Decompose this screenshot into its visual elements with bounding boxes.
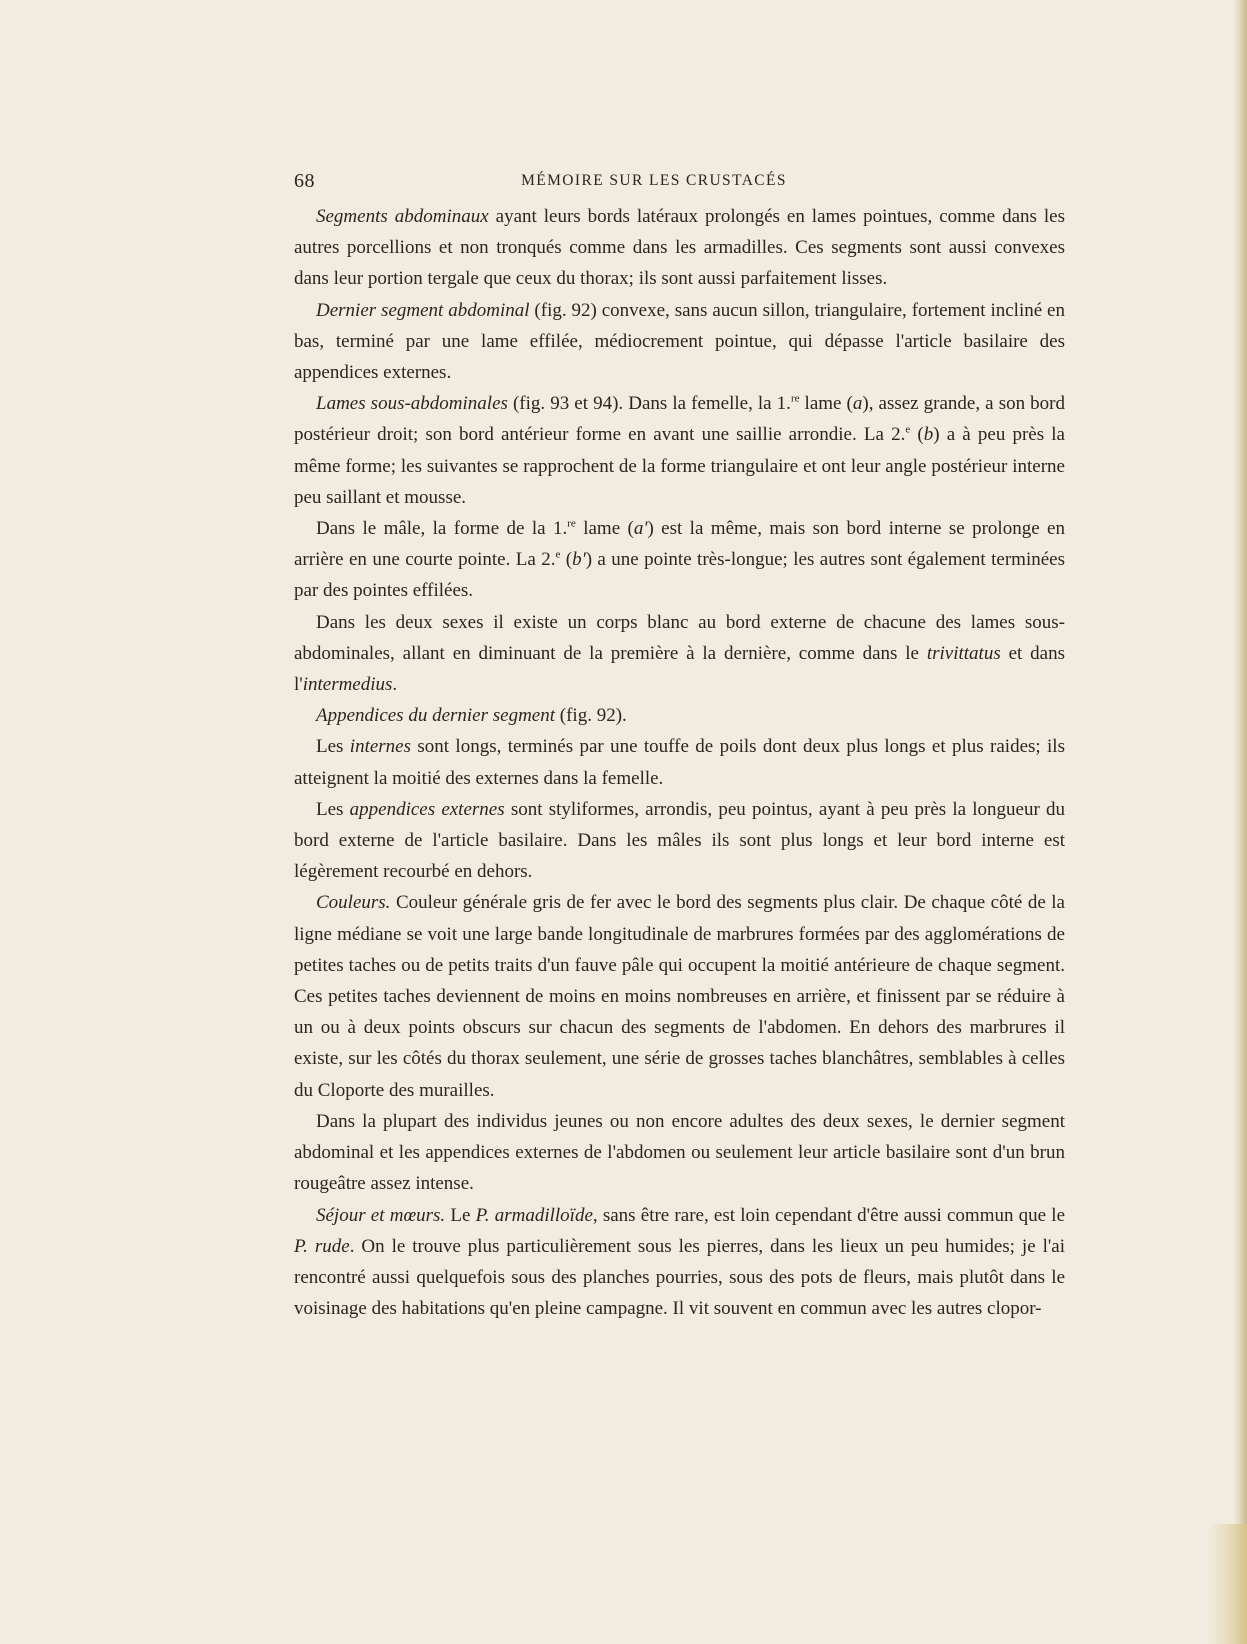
page-edge-shadow (1233, 0, 1247, 1644)
figure-letter: b (923, 424, 934, 446)
paragraph-lames-male (294, 513, 1065, 607)
text-run: lame ( (799, 393, 853, 415)
text-run: Le (445, 1204, 476, 1226)
text-run: ( (560, 549, 573, 571)
paragraph-segments-abdominaux (294, 201, 1065, 295)
text-run: ) a une pointe très-longue; les autres sont également terminées par des pointes effilées. (294, 549, 1065, 602)
text-run: . (392, 674, 398, 696)
species-name: trivittatus (926, 642, 1001, 664)
paragraph-lames-femelle (294, 388, 1065, 513)
paragraph-appendices-heading (294, 700, 1065, 731)
paragraph-corps-blanc (294, 607, 1065, 701)
text-run: ) a à peu près la même forme; les suivantes se rapprochent de la forme triangulaire et ont leur angle postérieur interne peu saillant et mousse. (294, 424, 1065, 508)
superscript: re (567, 517, 576, 530)
paragraph-appendices-externes (294, 794, 1065, 888)
page-number: 68 (294, 170, 315, 192)
running-title: MÉMOIRE SUR LES CRUSTACÉS (521, 172, 787, 189)
section-heading: Couleurs. (316, 892, 391, 914)
section-heading: Dernier segment abdominal (316, 299, 530, 321)
section-heading: Segments abdominaux (316, 206, 489, 227)
text-run: ) est la même, mais son bord interne se prolonge en arrière en une courte pointe. La 2. (294, 518, 1065, 571)
text-run: (fig. 93 et 94). Dans la femelle, la 1. (507, 393, 791, 415)
section-heading: Séjour et mœurs. (316, 1204, 446, 1226)
text-run: et dans l' (294, 642, 1065, 696)
text-run: . On le trouve plus particulièrement sous les pierres, dans les lieux un peu humides; je l'ai rencontré aussi quelquefois sous des planches pourries, sous des pots de fleurs, mais plutôt dans le voisinage des habitations qu'en pleine campagne. Il vit souvent en commun avec les autres clopor- (294, 1235, 1066, 1320)
page-edge-stain (1207, 1524, 1247, 1644)
text-run: Dans le mâle, la forme de la 1. (316, 518, 568, 540)
superscript: re (790, 392, 800, 405)
text-run: Les (316, 736, 350, 758)
text-run: sont styliformes, arrondis, peu pointus, ayant à peu près la longueur du bord externe de l'article basilaire. Dans les mâles ils sont plus longs et leur bord interne est légèrement recourbé en dehors. (294, 798, 1065, 883)
figure-letter: a' (633, 518, 648, 540)
emphasis: appendices externes (349, 798, 505, 820)
paragraph-sejour-moeurs (294, 1200, 1065, 1325)
species-name: P. rude (294, 1235, 350, 1257)
paragraph-individus-jeunes (294, 1106, 1065, 1200)
paragraph-text: (fig. 92) convexe, sans aucun sillon, triangulaire, fortement incliné en bas, terminé par une lame effilée, médiocrement pointue, qui dépasse l'article basilaire des appendices externes. (294, 299, 1065, 384)
paragraph-text: (fig. 92). (555, 705, 627, 727)
text-run: ), assez grande, a son bord postérieur droit; son bord antérieur forme en avant une saillie arrondie. La 2. (294, 393, 1065, 446)
section-heading: Lames sous-abdominales (316, 393, 508, 415)
figure-letter: a (852, 393, 863, 415)
text-run: ( (910, 424, 924, 446)
figure-letter: b' (572, 549, 586, 571)
paragraph-text: Couleur générale gris de fer avec le bord des segments plus clair. De chaque côté de la ligne médiane se voit une large bande longitudinale de marbrures formées par des agglomérations de petites taches ou de petits traits d'un fauve pâle qui occupent la moitié antérieure de chaque segment. Ces petites taches deviennent de moins en moins nombreuses en arrière, et finissent par se réduire à un ou à deux points obscurs sur chacun des segments de l'abdomen. En dehors des marbrures il existe, sur les côtés du thorax seulement, une série de grosses taches blanchâtres, semblables à celles du Cloporte des murailles. (294, 892, 1065, 1101)
paragraph-text: ayant leurs bords latéraux prolongés en lames pointues, comme dans les autres porcellions et non tronqués comme dans les armadilles. Ces segments sont aussi convexes dans leur portion tergale que ceux du thorax; ils sont aussi parfaitement lisses. (294, 206, 1065, 290)
paragraph-text: Dans la plupart des individus jeunes ou non encore adultes des deux sexes, le dernier segment abdominal et les appendices externes de l'abdomen ou seulement leur article basilaire sont d'un brun rougeâtre assez intense. (294, 1110, 1065, 1195)
text-run: Dans les deux sexes il existe un corps blanc au bord externe de chacune des lames sous-abdominales, allant en diminuant de la première à la dernière, comme dans le (294, 611, 1065, 664)
body-text (294, 201, 1065, 1324)
section-heading: Appendices du dernier segment (316, 705, 556, 727)
species-name: intermedius (302, 674, 393, 696)
paragraph-dernier-segment (294, 295, 1065, 389)
running-header (294, 170, 1014, 198)
superscript: e (905, 424, 911, 437)
text-run: sont longs, terminés par une touffe de poils dont deux plus longs et plus raides; ils atteignent la moitié des externes dans la femelle. (294, 736, 1065, 789)
superscript: e (555, 548, 561, 561)
text-run: Les (316, 798, 350, 820)
text-run: , sans être rare, est loin cependant d'être aussi commun que le (592, 1204, 1066, 1226)
paragraph-appendices-internes (294, 731, 1065, 793)
species-name: P. armadilloïde (475, 1204, 593, 1226)
paragraph-couleurs (294, 887, 1065, 1105)
emphasis: internes (349, 736, 412, 758)
text-run: lame ( (575, 518, 634, 540)
